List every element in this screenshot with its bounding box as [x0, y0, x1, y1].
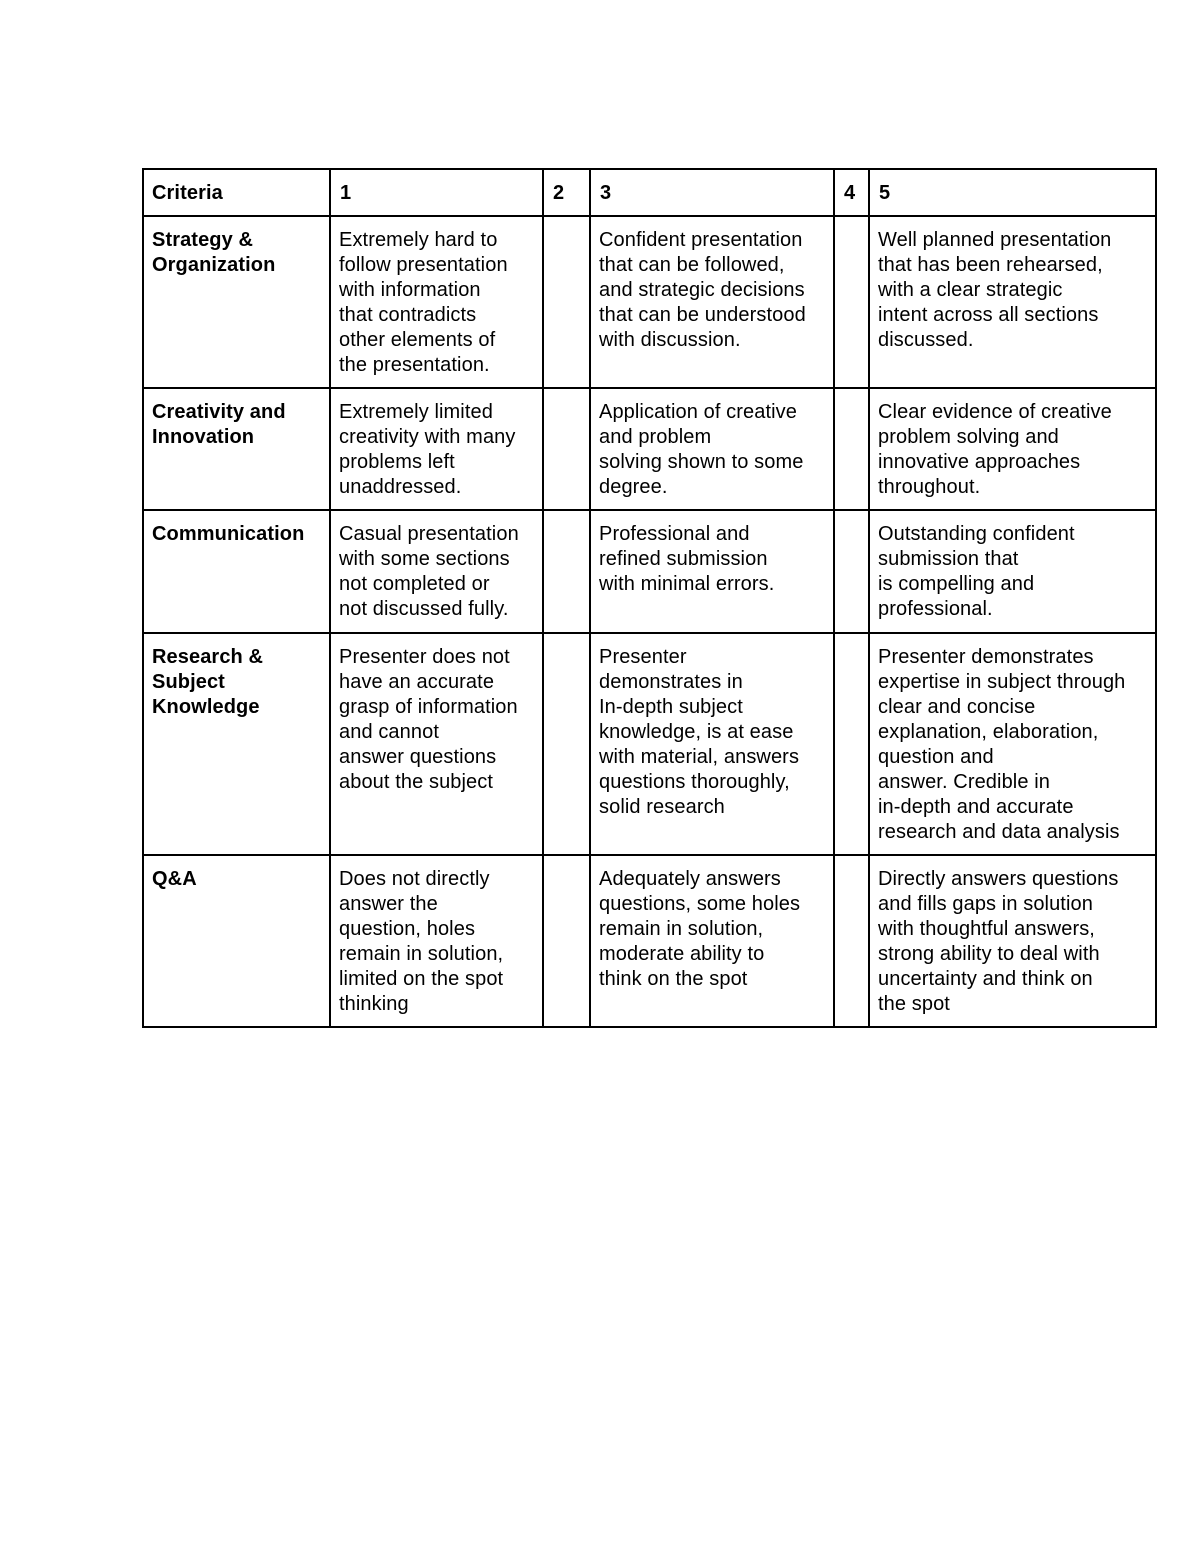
- level-1-cell: Extremely hard to follow presentation with information that contradicts other elements of the presentation.: [330, 216, 543, 388]
- level-2-cell: [543, 510, 590, 633]
- table-row: [143, 855, 1156, 1027]
- criteria-cell: Research & Subject Knowledge: [143, 633, 330, 855]
- level-3-cell: Presenter demonstrates in In-depth subject knowledge, is at ease with material, answers questions thoroughly, solid research: [590, 633, 834, 855]
- level-2-cell: [543, 388, 590, 510]
- level-3-cell: Professional and refined submission with minimal errors.: [590, 510, 834, 633]
- header-level-1: 1: [330, 169, 543, 216]
- level-2-cell: [543, 855, 590, 1027]
- rubric-table: [142, 168, 1157, 1028]
- level-2-cell: [543, 633, 590, 855]
- criteria-cell: Communication: [143, 510, 330, 633]
- criteria-cell: Creativity and Innovation: [143, 388, 330, 510]
- level-5-cell: Presenter demonstrates expertise in subject through clear and concise explanation, elaboration, question and answer. Credible in in-depth and accurate research and data analysis: [869, 633, 1156, 855]
- level-5-cell: Outstanding confident submission that is compelling and professional.: [869, 510, 1156, 633]
- header-level-2: 2: [543, 169, 590, 216]
- level-1-cell: Presenter does not have an accurate grasp of information and cannot answer questions about the subject: [330, 633, 543, 855]
- table-row: [143, 633, 1156, 855]
- level-3-cell: Application of creative and problem solving shown to some degree.: [590, 388, 834, 510]
- level-4-cell: [834, 510, 869, 633]
- header-level-5: 5: [869, 169, 1156, 216]
- level-4-cell: [834, 633, 869, 855]
- header-criteria: Criteria: [143, 169, 330, 216]
- table-header-row: [143, 169, 1156, 216]
- table-row: [143, 388, 1156, 510]
- criteria-cell: Strategy & Organization: [143, 216, 330, 388]
- level-3-cell: Adequately answers questions, some holes remain in solution, moderate ability to think on the spot: [590, 855, 834, 1027]
- level-4-cell: [834, 855, 869, 1027]
- level-5-cell: Directly answers questions and fills gaps in solution with thoughtful answers, strong ability to deal with uncertainty and think on the spot: [869, 855, 1156, 1027]
- level-1-cell: Extremely limited creativity with many problems left unaddressed.: [330, 388, 543, 510]
- level-1-cell: Casual presentation with some sections not completed or not discussed fully.: [330, 510, 543, 633]
- table-row: [143, 510, 1156, 633]
- level-4-cell: [834, 388, 869, 510]
- table-row: [143, 216, 1156, 388]
- level-1-cell: Does not directly answer the question, holes remain in solution, limited on the spot thinking: [330, 855, 543, 1027]
- level-3-cell: Confident presentation that can be followed, and strategic decisions that can be understood with discussion.: [590, 216, 834, 388]
- criteria-cell: Q&A: [143, 855, 330, 1027]
- level-5-cell: Well planned presentation that has been rehearsed, with a clear strategic intent across all sections discussed.: [869, 216, 1156, 388]
- header-level-3: 3: [590, 169, 834, 216]
- level-5-cell: Clear evidence of creative problem solving and innovative approaches throughout.: [869, 388, 1156, 510]
- level-2-cell: [543, 216, 590, 388]
- header-level-4: 4: [834, 169, 869, 216]
- level-4-cell: [834, 216, 869, 388]
